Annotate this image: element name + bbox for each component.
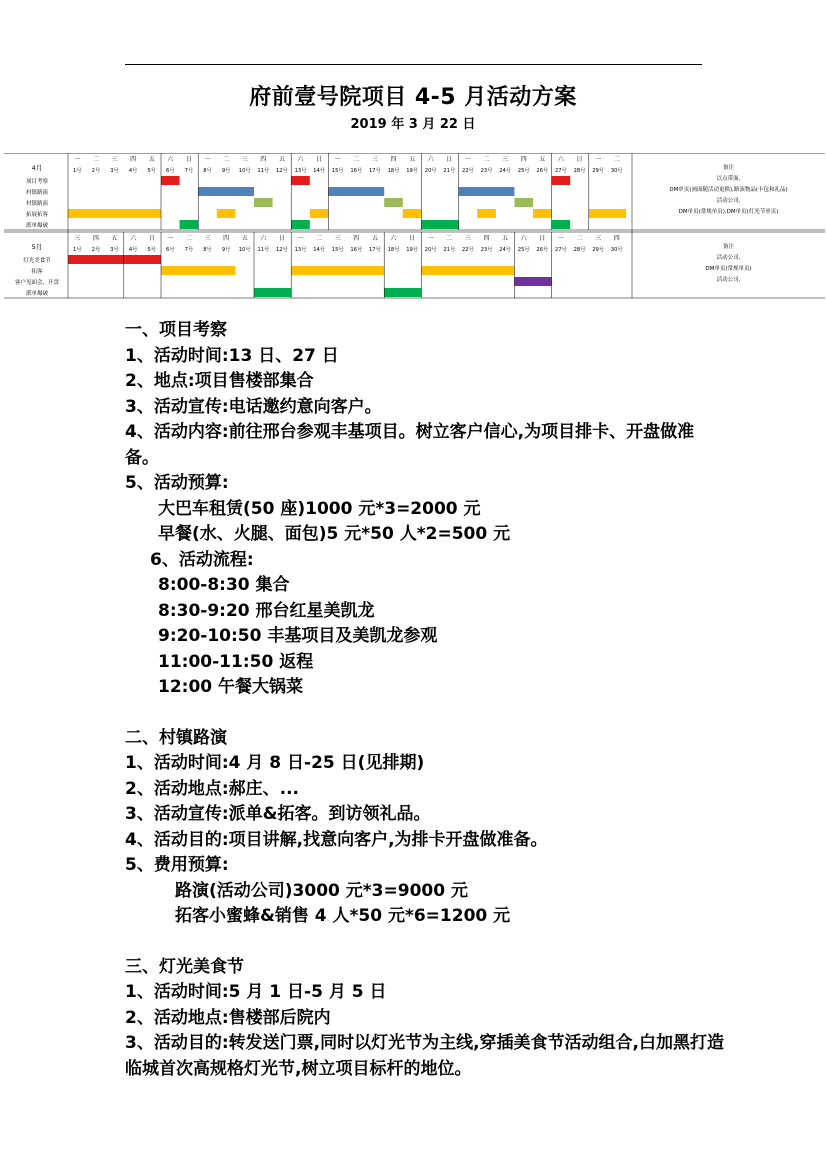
day-number-label: 19号 [406, 247, 418, 253]
schedule-bar [552, 176, 571, 185]
schedule-bar [161, 176, 180, 185]
day-number-label: 28号 [573, 168, 586, 174]
day-number-label: 8号 [203, 247, 212, 253]
weekday-label: 一 [427, 235, 434, 242]
weekday-label: 四 [223, 235, 230, 242]
weekday-label: 一 [297, 235, 304, 242]
schedule-bar [217, 209, 236, 218]
weekday-label: 三 [464, 235, 471, 242]
flow-step: 8:00-8:30 集合 [158, 575, 290, 595]
weekday-label: 六 [390, 235, 397, 242]
day-number-label: 26号 [536, 247, 549, 253]
day-number-label: 7号 [184, 168, 194, 174]
weekday-label: 三 [334, 235, 341, 242]
day-number-label: 3号 [110, 247, 119, 253]
weekday-label: 五 [539, 156, 546, 163]
day-number-label: 25号 [517, 168, 530, 174]
item-promo: 3、活动宣传:派单&拓客。到访领礼品。 [125, 804, 431, 824]
item-place: 2、活动地点:售楼部后院内 [125, 1007, 331, 1028]
day-number-label: 24号 [499, 247, 511, 253]
weekday-label: 三 [502, 156, 509, 163]
weekday-label: 六 [130, 235, 137, 242]
weekday-label: 日 [278, 235, 285, 242]
day-number-label: 17号 [369, 168, 381, 174]
weekday-label: 二 [353, 156, 360, 163]
budget-line: 早餐(水、火腿、面包)5 元*50 人*2=500 元 [158, 524, 511, 544]
day-number-label: 9号 [221, 247, 231, 253]
day-number-label: 4号 [128, 168, 138, 174]
weekday-label: 一 [167, 235, 174, 242]
schedule-bar [180, 220, 199, 229]
weekday-label: 四 [390, 156, 397, 163]
day-number-label: 21号 [443, 168, 456, 174]
day-number-label: 16号 [350, 247, 363, 253]
weekday-label: 六 [167, 156, 174, 163]
remark-text: DM单页(常规单页),DM单页(灯光节单页) [678, 209, 779, 215]
schedule-bar [254, 288, 291, 297]
schedule-bar [589, 209, 626, 218]
weekday-label: 三 [371, 156, 378, 163]
day-number-label: 24号 [499, 168, 511, 174]
weekday-label: 五 [371, 235, 378, 242]
weekday-label: 三 [74, 235, 81, 242]
day-number-label: 4号 [128, 247, 138, 253]
day-number-label: 22号 [462, 168, 474, 174]
item-time: 1、活动时间:4 月 8 日-25 日(见排期) [125, 753, 425, 773]
day-number-label: 2号 [91, 168, 101, 174]
weekday-label: 日 [185, 156, 192, 163]
section-heading: 二、村镇路演 [125, 727, 227, 748]
schedule-bar [384, 288, 421, 297]
weekday-label: 日 [539, 235, 546, 242]
weekday-label: 日 [148, 235, 155, 242]
remark-text: 备注 [722, 165, 735, 171]
plan-content [125, 318, 725, 1082]
remark-text: 备注 [722, 244, 735, 250]
day-number-label: 15号 [331, 247, 344, 253]
day-number-label: 10号 [238, 247, 251, 253]
day-number-label: 15号 [331, 168, 344, 174]
day-number-label: 26号 [536, 168, 549, 174]
schedule-bar [198, 187, 254, 196]
schedule-bar [291, 266, 384, 275]
weekday-label: 四 [520, 156, 527, 163]
budget-line: 拓客小蜜蜂&销售 4 人*50 元*6=1200 元 [175, 906, 511, 926]
budget-line: 大巴车租赁(50 座)1000 元*3=2000 元 [158, 498, 481, 519]
schedule-bar [328, 187, 384, 196]
weekday-label: 一 [557, 235, 564, 242]
day-number-label: 27号 [555, 247, 567, 253]
day-number-label: 18号 [387, 247, 400, 253]
weekday-label: 日 [409, 235, 416, 242]
weekday-label: 四 [353, 235, 360, 242]
weekday-label: 四 [92, 235, 99, 242]
item-time: 1、活动时间:13 日、27 日 [125, 345, 339, 366]
weekday-label: 五 [409, 156, 416, 163]
schedule-bar [459, 187, 515, 196]
weekday-label: 二 [185, 235, 192, 242]
flow-step: 12:00 午餐大锅菜 [158, 677, 304, 697]
day-number-label: 11号 [257, 247, 270, 253]
item-time: 1、活动时间:5 月 1 日-5 月 5 日 [125, 982, 387, 1002]
item-flow-label: 6、活动流程: [150, 549, 254, 570]
day-number-label: 17号 [369, 247, 381, 253]
section-heading: 三、灯光美食节 [125, 956, 244, 977]
weekday-label: 六 [427, 156, 434, 163]
activity-row-label: 客户见面会、开盘 [14, 280, 60, 286]
schedule-bar [533, 209, 552, 218]
schedule-bar [403, 209, 422, 218]
day-number-label: 1号 [73, 247, 82, 253]
day-number-label: 19号 [406, 168, 418, 174]
weekday-label: 三 [204, 235, 211, 242]
weekday-label: 二 [576, 235, 583, 242]
day-number-label: 29号 [592, 168, 604, 174]
activity-row-label: 派单爆破 [25, 291, 49, 297]
day-number-label: 7号 [184, 247, 194, 253]
item-goal: 4、活动目的:项目讲解,找意向客户,为排卡开盘做准备。 [125, 829, 548, 850]
weekday-label: 六 [260, 235, 267, 242]
day-number-label: 30号 [610, 168, 623, 174]
day-number-label: 13号 [294, 168, 307, 174]
schedule-bar [291, 176, 310, 185]
day-number-label: 10号 [238, 168, 251, 174]
weekday-label: 一 [74, 156, 81, 163]
day-number-label: 21号 [443, 247, 456, 253]
schedule-background [4, 153, 825, 301]
day-number-label: 25号 [517, 247, 530, 253]
flow-step: 11:00-11:50 返程 [158, 651, 314, 672]
item-place: 2、地点:项目售楼部集合 [125, 371, 314, 391]
day-number-label: 6号 [166, 168, 175, 174]
weekday-label: 日 [576, 156, 583, 163]
item-goal: 3、活动目的:转发送门票,同时以灯光节为主线,穿插美食节活动组合,白加黑打造临城首次高规格灯光节,树立项目标杆的地位。 [125, 1033, 724, 1079]
weekday-label: 四 [613, 235, 620, 242]
day-number-label: 11号 [257, 168, 270, 174]
day-number-label: 12号 [276, 247, 288, 253]
day-number-label: 2号 [91, 247, 101, 253]
item-content: 4、活动内容:前往邢台参观丰基项目。树立客户信心,为项目排卡、开盘做准备。 [125, 422, 695, 468]
weekday-label: 二 [316, 235, 323, 242]
weekday-label: 二 [446, 235, 453, 242]
weekday-label: 五 [111, 235, 118, 242]
weekday-label: 四 [260, 156, 267, 163]
top-rule [125, 64, 702, 65]
remark-text: DM单页(画面随活动更换),路演物品(卡包和礼品) [669, 187, 788, 193]
day-number-label: 6号 [166, 247, 175, 253]
weekday-label: 四 [130, 156, 137, 163]
day-number-label: 23号 [480, 168, 493, 174]
day-number-label: 16号 [350, 168, 363, 174]
day-number-label: 23号 [480, 247, 493, 253]
weekday-label: 六 [297, 156, 304, 163]
schedule-bar [310, 209, 329, 218]
weekday-label: 二 [223, 156, 230, 163]
budget-line: 路演(活动公司)3000 元*3=9000 元 [175, 880, 468, 901]
weekday-label: 日 [446, 156, 453, 163]
activity-row-label: 项目考察 [25, 179, 49, 185]
weekday-label: 六 [557, 156, 564, 163]
schedule-bar [514, 198, 533, 207]
activity-row-label: 灯光美食节 [23, 258, 51, 264]
weekday-label: 三 [241, 156, 248, 163]
schedule-bar [291, 220, 310, 229]
weekday-label: 一 [595, 156, 602, 163]
day-number-label: 14号 [313, 247, 325, 253]
day-number-label: 27号 [555, 168, 567, 174]
day-number-label: 20号 [424, 168, 437, 174]
day-number-label: 12号 [276, 168, 288, 174]
activity-row-label: 村镇路演 [25, 190, 49, 196]
day-number-label: 5号 [147, 247, 156, 253]
schedule-bar [552, 220, 571, 229]
document-date: 2019 年 3 月 22 日 [350, 117, 476, 132]
april-month-label: 4月 [31, 164, 43, 172]
schedule-bar [421, 266, 514, 275]
flow-step: 8:30-9:20 邢台红星美凯龙 [158, 600, 375, 621]
weekday-label: 二 [92, 156, 99, 163]
schedule-bar [161, 266, 235, 275]
activity-schedule-table [4, 153, 825, 301]
weekday-label: 一 [204, 156, 211, 163]
activity-row-label: 拓客 [31, 269, 43, 275]
may-month-label: 5月 [31, 243, 43, 251]
day-number-label: 28号 [573, 247, 586, 253]
day-number-label: 14号 [313, 168, 325, 174]
item-place: 2、活动地点:郝庄、... [125, 778, 300, 799]
day-number-label: 8号 [203, 168, 212, 174]
weekday-label: 四 [483, 235, 490, 242]
day-number-label: 30号 [610, 247, 623, 253]
weekday-label: 五 [241, 235, 248, 242]
weekday-label: 三 [111, 156, 118, 163]
weekday-label: 五 [278, 156, 285, 163]
schedule-bar [68, 209, 161, 218]
flow-step: 9:20-10:50 丰基项目及美凯龙参观 [158, 626, 438, 646]
schedule-bar [254, 198, 273, 207]
section-heading: 一、项目考察 [125, 320, 227, 340]
weekday-label: 一 [464, 156, 471, 163]
day-number-label: 22号 [462, 247, 474, 253]
remark-text: 活动公司, [716, 277, 741, 283]
weekday-label: 日 [316, 156, 323, 163]
item-promo: 3、活动宣传:电话邀约意向客户。 [125, 396, 382, 417]
schedule-bar [477, 209, 496, 218]
activity-row-label: 村镇路演 [25, 201, 49, 207]
schedule-bar [514, 277, 551, 286]
day-number-label: 5号 [147, 168, 156, 174]
weekday-label: 五 [148, 156, 155, 163]
remark-text: 活动公司, [716, 198, 741, 204]
weekday-label: 一 [334, 156, 341, 163]
day-number-label: 9号 [221, 168, 231, 174]
day-number-label: 13号 [294, 247, 307, 253]
remark-text: 活动公司, [716, 255, 741, 261]
activity-row-label: 拓展拓客 [25, 212, 49, 218]
day-number-label: 20号 [424, 247, 437, 253]
day-number-label: 29号 [592, 247, 604, 253]
document-title: 府前壹号院项目 4-5 月活动方案 [249, 85, 577, 110]
weekday-label: 六 [520, 235, 527, 242]
weekday-label: 五 [502, 235, 509, 242]
weekday-label: 二 [483, 156, 490, 163]
item-budget-label: 5、费用预算: [125, 855, 229, 875]
item-budget-label: 5、活动预算: [125, 473, 229, 493]
day-number-label: 1号 [73, 168, 82, 174]
day-number-label: 18号 [387, 168, 400, 174]
weekday-label: 三 [595, 235, 602, 242]
schedule-bar [384, 198, 403, 207]
weekday-label: 二 [613, 156, 620, 163]
day-number-label: 3号 [110, 168, 119, 174]
remark-text: 以点带面, [716, 176, 741, 182]
activity-row-label: 派单爆破 [25, 223, 49, 229]
schedule-bar [421, 220, 458, 229]
schedule-bar [68, 255, 161, 264]
remark-text: DM单页(常规单页) [705, 266, 752, 272]
